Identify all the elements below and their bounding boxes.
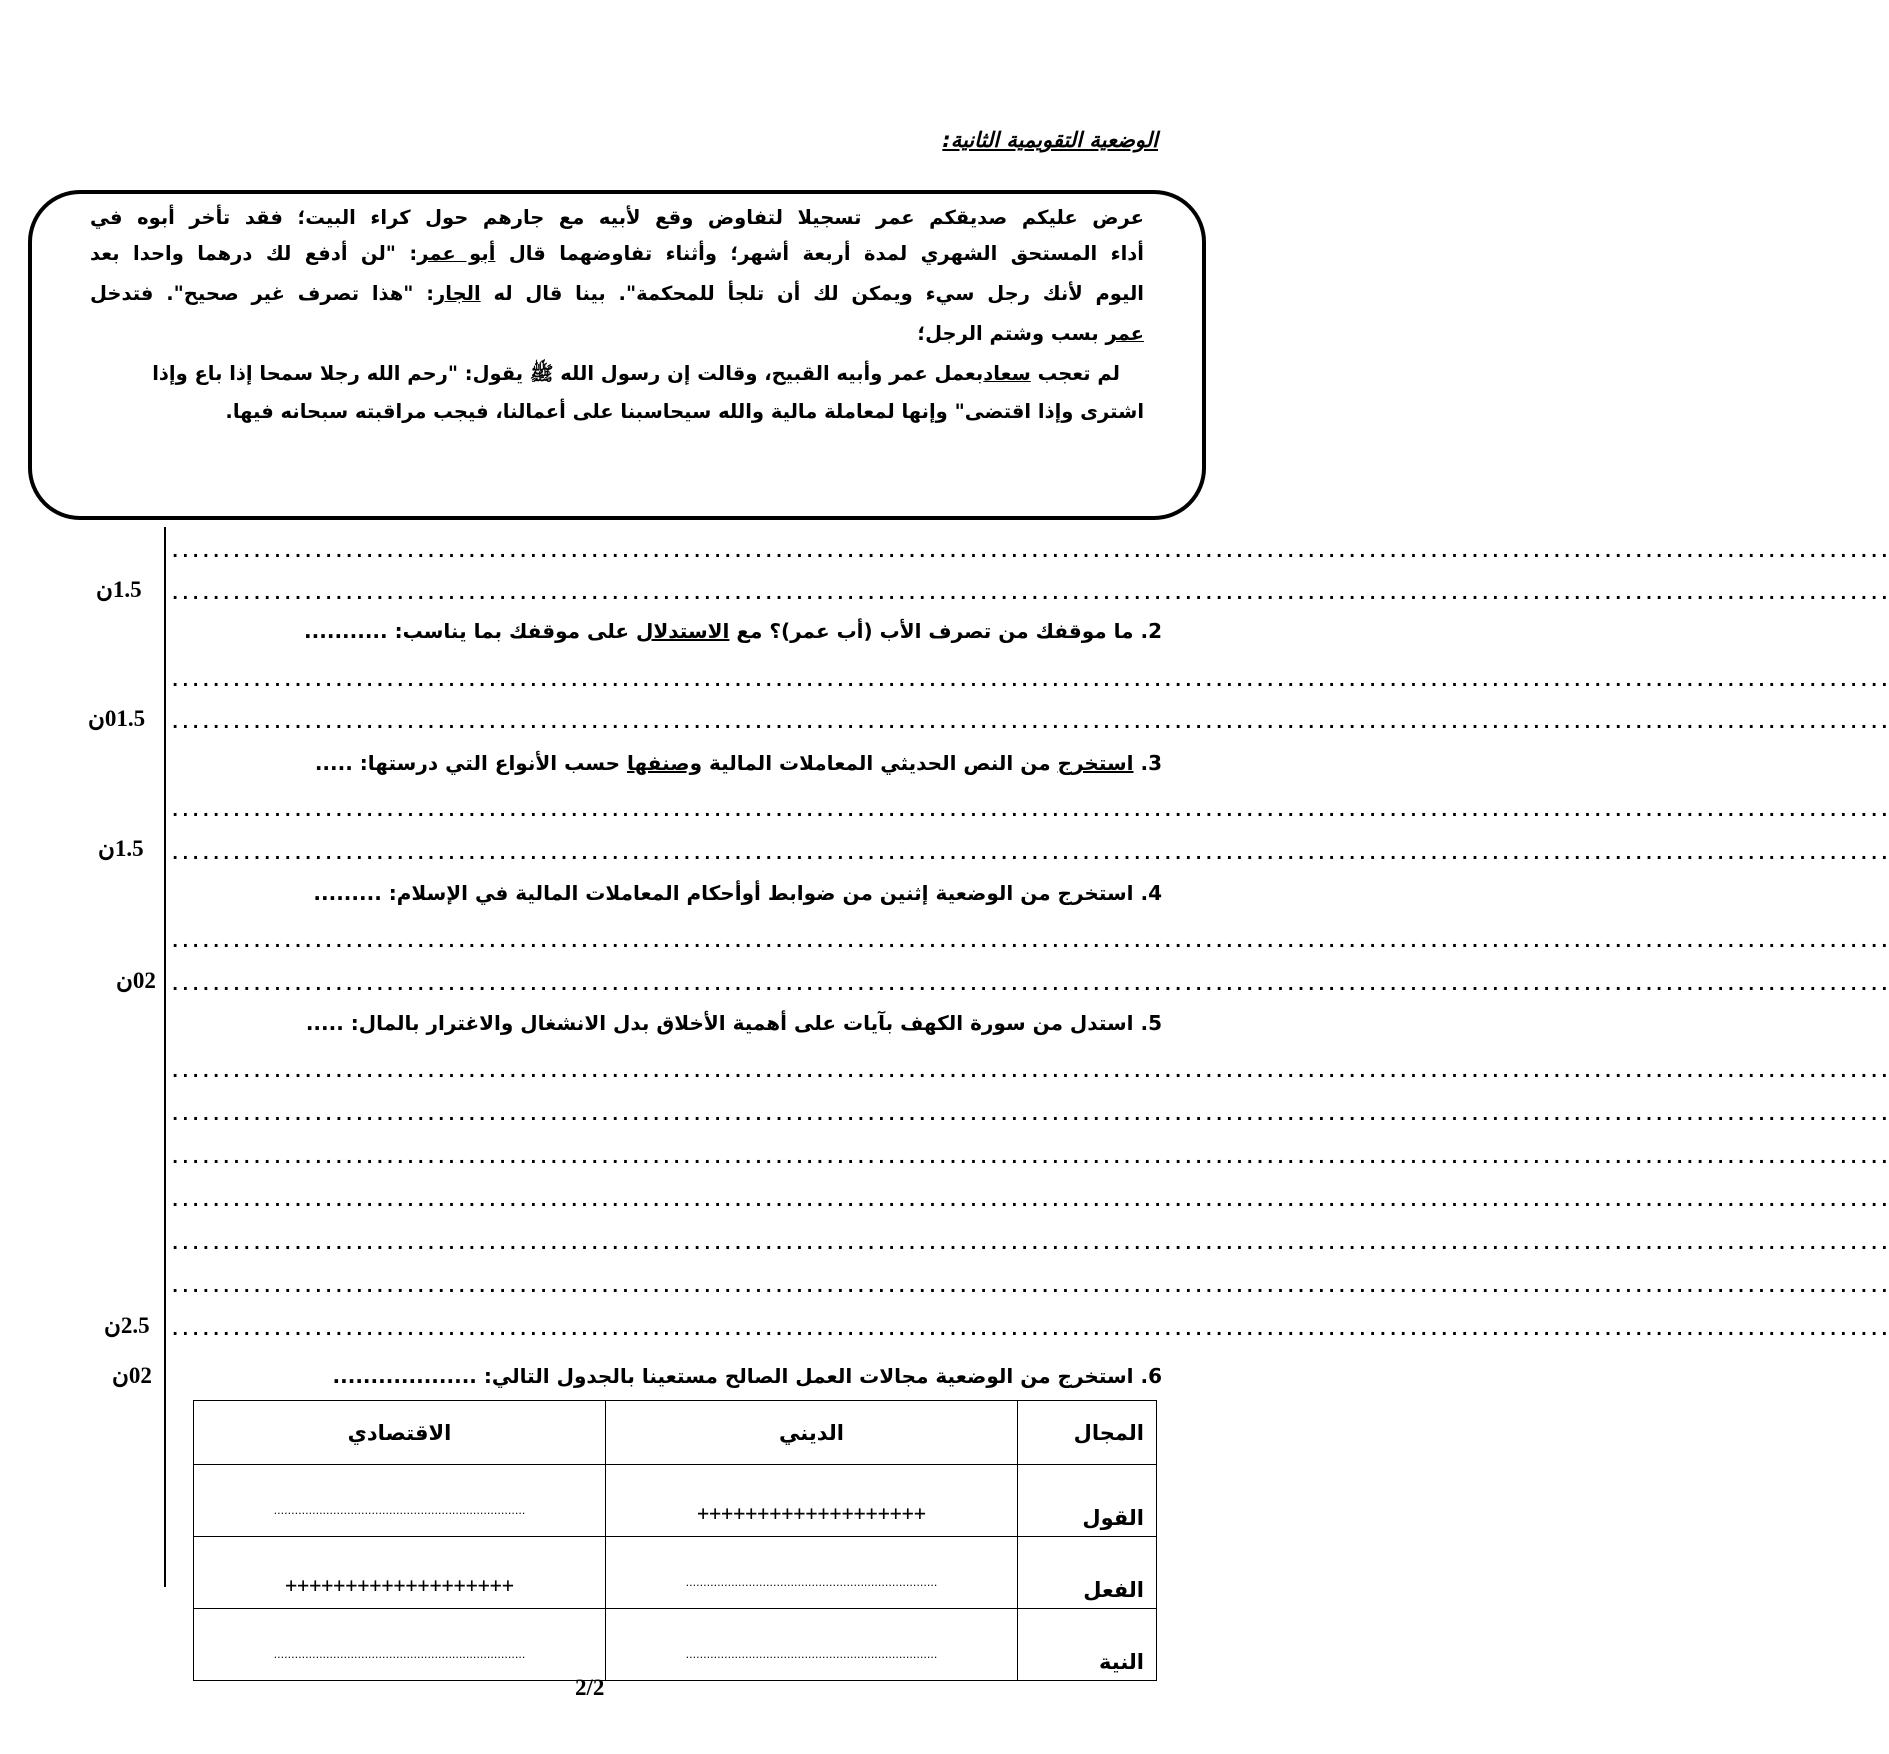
question-5: 5. استدل من سورة الكهف بآيات على أهمية الأخلاق بدل الانشغال والاغترار بالمال: ..... — [305, 1011, 1162, 1035]
answer-line[interactable]: ........................................................................................................................................................................ — [170, 671, 1889, 691]
answer-line[interactable]: ........................................................................................................................................................................ — [170, 1148, 1889, 1168]
table-row — [194, 1465, 1157, 1537]
answer-line[interactable]: ........................................................................................................................................................................ — [170, 1320, 1889, 1340]
scenario-box — [28, 190, 1206, 520]
score-label: 01.5ن — [88, 706, 146, 731]
scenario-line: اليوم لأنك رجل سيء ويمكن لك أن تلجأ للمحكمة". بينا قال له الجار: "هذا تصرف غير صحيح". فتدخل — [90, 282, 1144, 305]
name-neighbor: الجار — [434, 282, 481, 305]
scenario-line: عرض عليكم صديقكم عمر تسجيلا لتفاوض وقع لأبيه مع جارهم حول كراء البيت؛ فقد تأخر أبوه في — [90, 206, 1144, 229]
scenario-line: لم تعجب سعادبعمل عمر وأبيه القبيح، وقالت إن رسول الله ﷺ يقول: "رحم الله رجلا سمحا إذا باع وإذا — [152, 362, 1120, 385]
scenario-line: عمر بسب وشتم الرجل؛ — [917, 322, 1144, 345]
answer-line[interactable]: ........................................................................................................................................................................ — [170, 584, 1889, 604]
question-2: 2. ما موقفك من تصرف الأب (أب عمر)؟ مع الاستدلال على موقفك بما يناسب: ........... — [304, 619, 1162, 643]
name-omar: عمر — [1105, 322, 1144, 345]
cell-intention-economic[interactable]: ........................................................................ — [194, 1609, 606, 1681]
cell-speech-religious[interactable]: +++++++++++++++++++ — [606, 1465, 1018, 1537]
name-souad: سعاد — [983, 362, 1031, 385]
question-6: 6. استخرج من الوضعية مجالات العمل الصالح مستعينا بالجدول التالي: ................... — [332, 1364, 1162, 1388]
answer-line[interactable]: ........................................................................................................................................................................ — [170, 844, 1889, 864]
cell-speech-economic[interactable]: ........................................................................ — [194, 1465, 606, 1537]
answer-line[interactable]: ........................................................................................................................................................................ — [170, 1105, 1889, 1125]
answer-line[interactable]: ........................................................................................................................................................................ — [170, 801, 1889, 821]
row-label-action: الفعل — [1017, 1537, 1156, 1609]
answer-line[interactable]: ........................................................................................................................................................................ — [170, 542, 1889, 562]
answer-line[interactable]: ........................................................................................................................................................................ — [170, 975, 1889, 995]
row-label-intention: النية — [1017, 1609, 1156, 1681]
row-label-speech: القول — [1017, 1465, 1156, 1537]
answer-line[interactable]: ........................................................................................................................................................................ — [170, 1234, 1889, 1254]
score-label: 1.5ن — [98, 836, 144, 861]
score-label: 1.5ن — [96, 577, 142, 602]
table-header-row — [194, 1401, 1157, 1465]
header-domain: المجال — [1017, 1401, 1156, 1465]
cell-action-economic[interactable]: +++++++++++++++++++ — [194, 1537, 606, 1609]
cell-action-religious[interactable]: ........................................................................ — [606, 1537, 1018, 1609]
question-4: 4. استخرج من الوضعية إثنين من ضوابط أوأحكام المعاملات المالية في الإسلام: ......... — [313, 881, 1162, 905]
scenario-line: اشترى وإذا اقتضى" وإنها لمعاملة مالية والله سيحاسبنا على أعمالنا، فيجب مراقبته سبحانه فيها. — [225, 400, 1144, 423]
margin-line — [164, 527, 166, 1587]
score-label: 2.5ن — [104, 1313, 150, 1338]
scenario-line: أداء المستحق الشهري لمدة أربعة أشهر؛ وأثناء تفاوضهما قال أبو عمر: "لن أدفع لك درهما واحدا بعد — [90, 242, 1144, 265]
header-economic: الاقتصادي — [194, 1401, 606, 1465]
answer-line[interactable]: ........................................................................................................................................................................ — [170, 713, 1889, 733]
page-number: 2/2 — [575, 1675, 605, 1700]
answer-line[interactable]: ........................................................................................................................................................................ — [170, 1062, 1889, 1082]
answer-line[interactable]: ........................................................................................................................................................................ — [170, 1191, 1889, 1211]
table-row — [194, 1537, 1157, 1609]
work-domains-table — [193, 1400, 1157, 1681]
answer-line[interactable]: ........................................................................................................................................................................ — [170, 1277, 1889, 1297]
score-label: 02ن — [116, 968, 156, 993]
header-religious: الديني — [606, 1401, 1018, 1465]
table-row — [194, 1609, 1157, 1681]
score-label: 02ن — [112, 1363, 152, 1388]
answer-line[interactable]: ........................................................................................................................................................................ — [170, 932, 1889, 952]
cell-intention-religious[interactable]: ........................................................................ — [606, 1609, 1018, 1681]
question-3: 3. استخرج من النص الحديثي المعاملات المالية وصنفها حسب الأنواع التي درستها: ..... — [314, 751, 1162, 775]
page-title: الوضعية التقويمية الثانية: — [942, 128, 1158, 152]
name-abu-omar: أبو عمر — [417, 242, 496, 265]
